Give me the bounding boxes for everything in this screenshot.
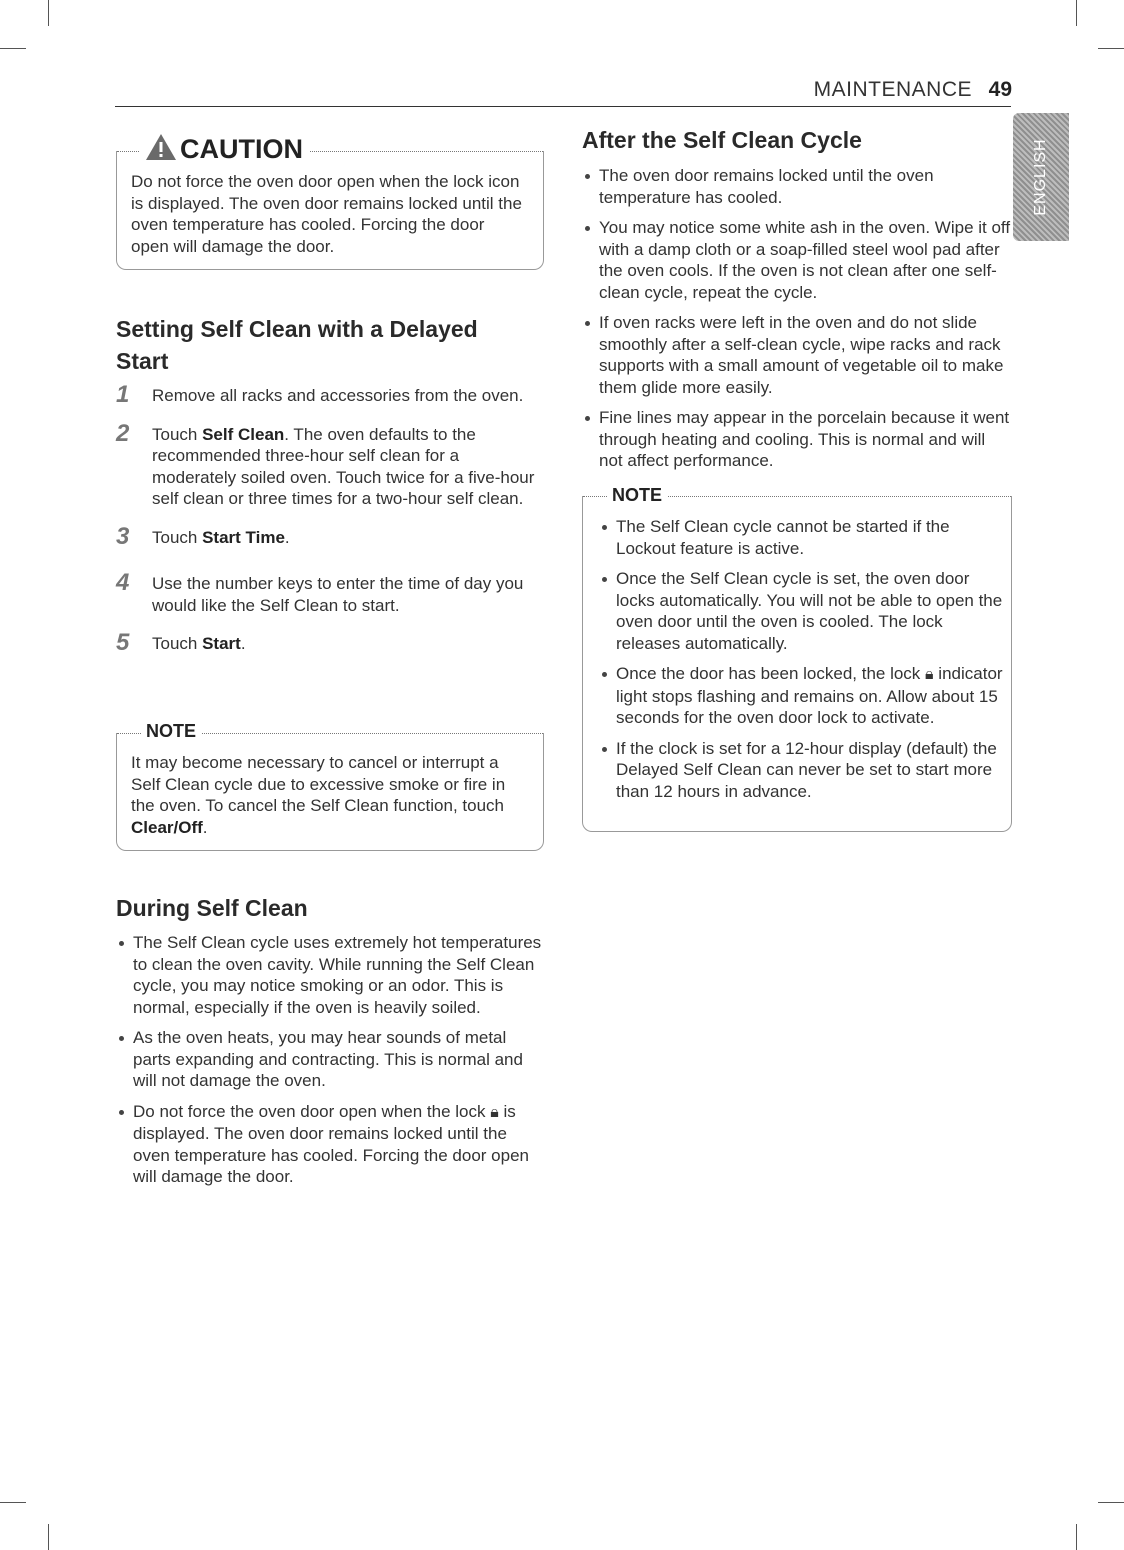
step-number: 3 — [116, 522, 130, 550]
step-text: Touch — [152, 634, 203, 653]
after-list — [582, 165, 1012, 472]
step-text: . — [284, 527, 290, 547]
step-number: 2 — [116, 419, 130, 447]
step-item — [116, 419, 546, 510]
after-heading: After the Self Clean Cycle — [582, 127, 862, 153]
step-number: 5 — [116, 629, 130, 656]
step-number: 4 — [116, 569, 130, 596]
crop-mark — [0, 1502, 26, 1503]
self-clean-key: Self Clean — [202, 424, 285, 444]
list-item-text: Once the door has been locked, the lock — [616, 664, 921, 683]
start-key: Start — [202, 634, 241, 653]
list-item-text: is displayed. The oven door remains locked until the oven temperature has cooled. Forcing the door open will damage the door. — [133, 1101, 529, 1186]
step-item — [116, 522, 546, 550]
step-item — [116, 381, 546, 408]
crop-mark — [0, 48, 26, 49]
step-text: . The oven defaults to the recommended three-hour self clean for a moderately soiled oven. Touch twice for a five-hour self clean or three times for a two-hour self clean. — [152, 424, 535, 508]
header-rule — [115, 106, 1011, 107]
lock-icon: 🔒︎ — [925, 666, 934, 683]
list-item: If the clock is set for a 12-hour display (default) the Delayed Self Clean can never be set to start more than 12 hours in advance. — [599, 738, 1003, 803]
note-label: NOTE — [608, 485, 668, 506]
page-number: 49 — [988, 78, 1012, 101]
during-list — [116, 932, 546, 1188]
list-item: Fine lines may appear in the porcelain because it went through heating and cooling. This is normal and will not affect performance. — [582, 407, 1012, 472]
list-item-text: Do not force the oven door open when the lock — [133, 1101, 486, 1121]
crop-mark — [1076, 0, 1077, 26]
language-tab — [1013, 113, 1069, 241]
list-item: The oven door remains locked until the oven temperature has cooled. — [582, 165, 1012, 208]
note-text-end: . — [202, 817, 208, 837]
step-item — [116, 629, 546, 656]
step-text: Remove all racks and accessories from the oven. — [152, 386, 524, 405]
crop-mark — [1076, 1524, 1077, 1550]
clear-off-key: Clear/Off — [131, 817, 203, 837]
step-text: Touch — [152, 424, 203, 444]
crop-mark — [48, 0, 49, 26]
list-item: Once the Self Clean cycle is set, the oven door locks automatically. You will not be able to open the oven door until the oven is cooled. The lock releases automatically. — [599, 568, 1003, 654]
caution-label: CAUTION — [180, 134, 303, 164]
step-text: Use the number keys to enter the time of day you would like the Self Clean to start. — [152, 574, 524, 615]
step-item — [116, 569, 546, 616]
lock-icon: 🔒︎ — [490, 1103, 499, 1121]
crop-mark — [48, 1524, 49, 1550]
list-item-text: indicator light stops flashing and remains on. Allow about 15 seconds for the oven door lock to activate. — [616, 664, 1003, 727]
section-title: MAINTENANCE — [813, 78, 972, 101]
during-heading: During Self Clean — [116, 895, 308, 921]
language-label: ENGLISH — [1032, 138, 1049, 216]
steps-list — [116, 381, 546, 656]
list-item: If oven racks were left in the oven and do not slide smoothly after a self-clean cycle, wipe racks and rack supports with a small amount of vegetable oil to make them glide more easily. — [582, 312, 1012, 398]
caution-text: Do not force the oven door open when the lock icon is displayed. The oven door remains locked until the oven temperature has cooled. Forcing the door open will damage the door. — [131, 172, 522, 256]
crop-mark — [1098, 48, 1124, 49]
note-text-body: It may become necessary to cancel or interrupt a Self Clean cycle due to excessive smoke or fire in the oven. To cancel the Self Clean function, touch — [131, 753, 506, 815]
note-list — [599, 516, 1003, 802]
start-time-key: Start Time — [202, 527, 285, 547]
delayed-title-line1: Setting Self Clean with a Delayed — [116, 316, 478, 342]
note-text — [131, 752, 531, 838]
note-label: NOTE — [142, 721, 202, 742]
list-item: You may notice some white ash in the oven. Wipe it off with a damp cloth or a soap-filled steel wool pad after the oven cools. If the oven is not clean after one self-clean cycle, repeat the cycle. — [582, 217, 1012, 303]
step-text: . — [240, 634, 246, 653]
list-item — [116, 1101, 546, 1188]
list-item — [599, 663, 1003, 729]
delayed-start-heading — [116, 313, 546, 377]
step-number: 1 — [116, 381, 130, 408]
step-text: Touch — [152, 527, 203, 547]
caution-heading — [140, 132, 309, 165]
list-item: As the oven heats, you may hear sounds of metal parts expanding and contracting. This is normal and will not damage the oven. — [116, 1027, 546, 1092]
list-item: The Self Clean cycle cannot be started if the Lockout feature is active. — [599, 516, 1003, 559]
crop-mark — [1098, 1502, 1124, 1503]
delayed-title-line2: Start — [116, 348, 169, 374]
warning-icon — [144, 132, 178, 162]
list-item: The Self Clean cycle uses extremely hot temperatures to clean the oven cavity. While running the Self Clean cycle, you may notice smoking or an odor. This is normal, especially if the oven is heavily soiled. — [116, 932, 546, 1018]
